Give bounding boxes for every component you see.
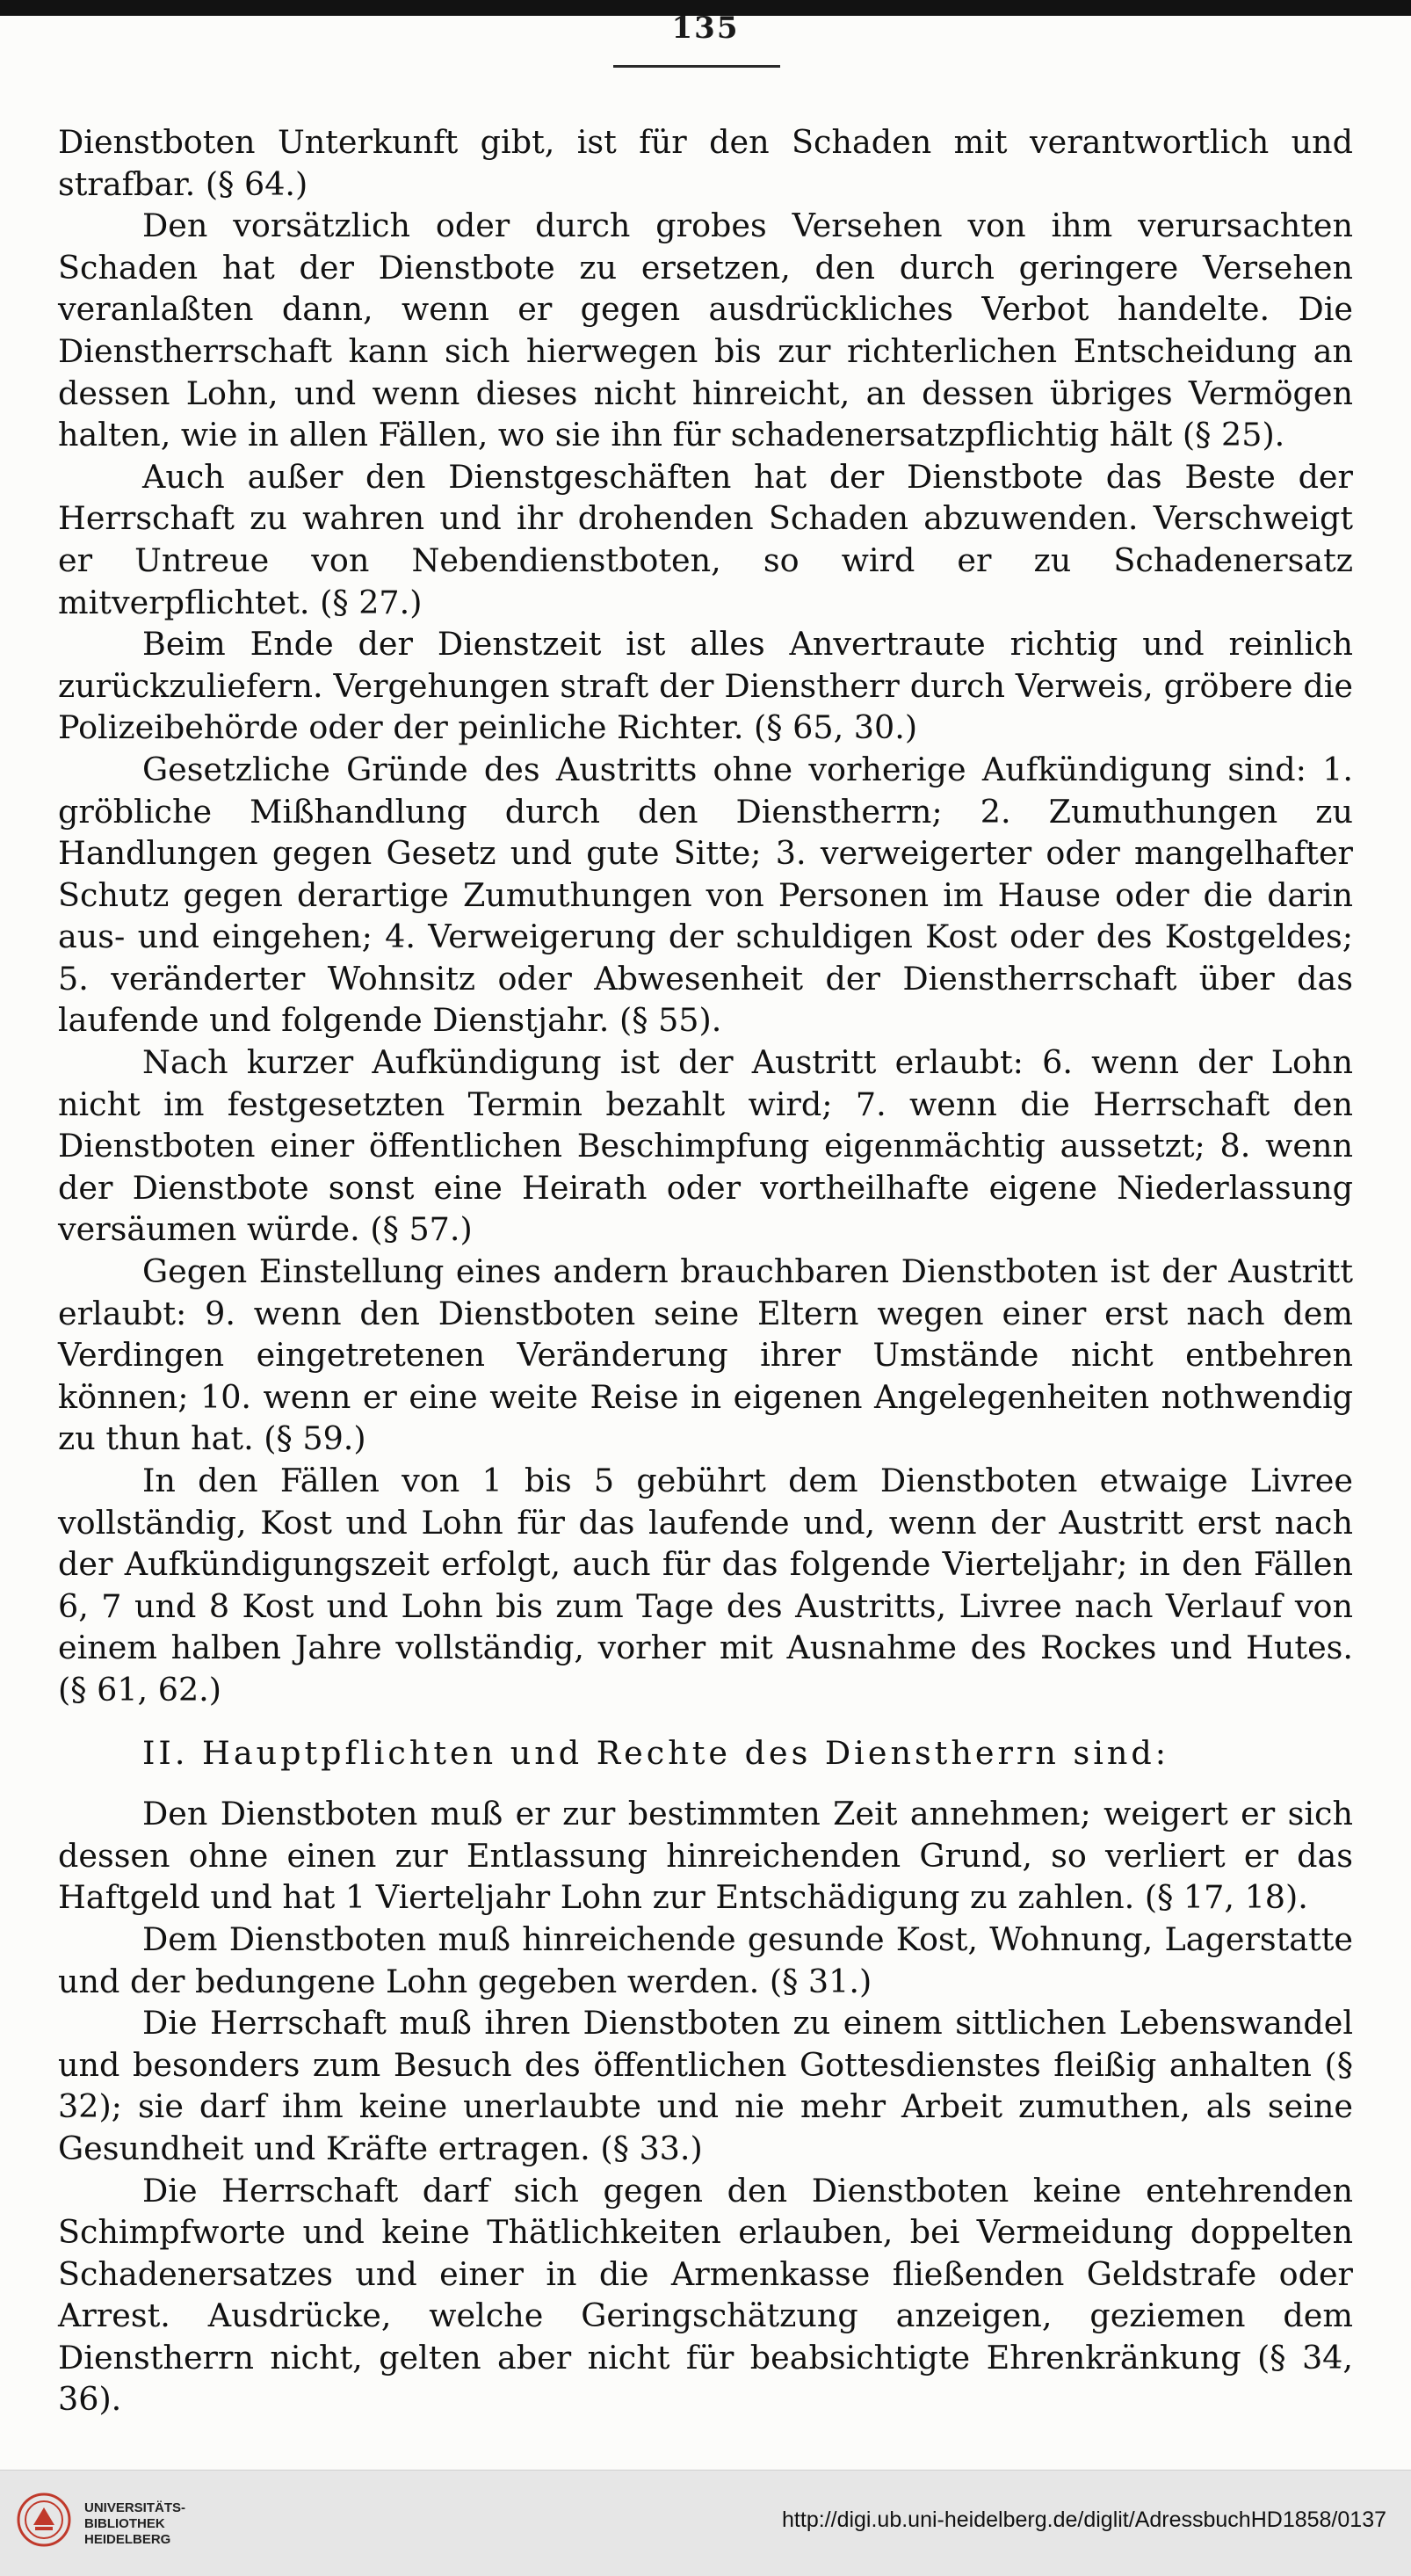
paragraph: Den vorsätzlich oder durch grobes Versehen von ihm verursachten Schaden hat der Dienstbote zu ersetzen, den durch geringere Versehen veranlaßten dann, wenn er gegen ausdrückliches Verbot handelte. Die Dienstherrschaft kann sich hierwegen bis zur richterlichen Entscheidung an dessen Lohn, und wenn dieses nicht hinreicht, an dessen übriges Vermögen halten, wie in allen Fällen, wo sie ihn für schadenersatzpflichtig hält (§ 25).: [58, 207, 1353, 454]
logo-line: HEIDELBERG: [84, 2532, 171, 2547]
paragraph: Nach kurzer Aufkündigung ist der Austritt erlaubt: 6. wenn der Lohn nicht im festgesetzten Termin bezahlt wird; 7. wenn die Herrschaft den Dienstboten einer öffentlichen Beschimpfung eigenmächtig aussetzt; 8. wenn der Dienstbote sonst eine Heirath oder vortheilhafte eigene Niederlassung versäumen würde. (§ 57.): [58, 1043, 1353, 1249]
paragraph: Die Herrschaft muß ihren Dienstboten zu einem sittlichen Lebenswandel und besonders zum Besuch des öffentlichen Gottesdienstes fleißig anhalten (§ 32); sie darf ihm keine unerlaubte und nie mehr Arbeit zumuthen, als seine Gesundheit und Kräfte ertragen. (§ 33.): [58, 2004, 1353, 2167]
page-number: 135: [671, 11, 740, 46]
logo-line: BIBLIOTHEK: [84, 2516, 165, 2531]
paragraph: Dem Dienstboten muß hinreichende gesunde Kost, Wohnung, Lagerstatte und der bedungene Lohn gegeben werden. (§ 31.): [58, 1919, 1353, 2000]
paragraph: Auch außer den Dienstgeschäften hat der Dienstbote das Beste der Herrschaft zu wahren und ihr drohenden Schaden abzuwenden. Verschweigt er Untreue von Nebendienstboten, so wird er zu Schadenersatz mitverpflichtet. (§ 27.): [58, 457, 1353, 621]
paragraph: Die Herrschaft darf sich gegen den Dienstboten keine entehrenden Schimpfworte und keine Thätlichkeiten erlauben, bei Vermeidung doppelten Schadenersatzes und einer in die Armenkasse fließenden Geldstrafe oder Arrest. Ausdrücke, welche Geringschätzung anzeigen, geziemen dem Dienstherrn nicht, gelten aber nicht für beabsichtigte Ehrenkränkung (§ 34, 36).: [58, 2171, 1353, 2419]
logo-line: UNIVERSITÄTS-: [84, 2500, 186, 2515]
paragraph: Den Dienstboten muß er zur bestimmten Zeit annehmen; weigert er sich dessen ohne einen zur Entlassung hinreichenden Grund, so verliert er das Haftgeld und hat 1 Vierteljahr Lohn zur Entschädigung zu zahlen. (§ 17, 18).: [58, 1795, 1353, 1917]
paragraph: Dienstboten Unterkunft gibt, ist für den Schaden mit verantwortlich und strafbar. (§ 64.): [58, 123, 1353, 203]
page-number-rule: [613, 65, 780, 68]
body-text: [58, 121, 1353, 2420]
section-heading: II. Hauptpflichten und Rechte des Dienstherrn sind:: [142, 1733, 1170, 1772]
permalink-url[interactable]: http://digi.ub.uni-heidelberg.de/diglit/AdressbuchHD1858/0137: [782, 2507, 1386, 2532]
paragraph: Gegen Einstellung eines andern brauchbaren Dienstboten ist der Austritt erlaubt: 9. wenn den Dienstboten seine Eltern wegen einer erst nach dem Verdingen eingetretenen Veränderung ihrer Umstände nicht entbehren können; 10. wenn er eine weite Reise in eigenen Angelegenheiten nothwendig zu thun hat. (§ 59.): [58, 1252, 1353, 1458]
paragraph: In den Fällen von 1 bis 5 gebührt dem Dienstboten etwaige Livree vollständig, Kost und Lohn für das laufende und, wenn der Austritt erst nach der Aufkündigungszeit erfolgt, auch für das folgende Vierteljahr; in den Fällen 6, 7 und 8 Kost und Lohn bis zum Tage des Austritts, Livree nach Verlauf von einem halben Jahre vollständig, vorher mit Ausnahme des Rockes und Hutes. (§ 61, 62.): [58, 1462, 1353, 1709]
university-library-seal-icon: [16, 2492, 72, 2548]
logo-wordmark: [84, 2500, 185, 2548]
university-library-logo[interactable]: [16, 2486, 200, 2562]
paragraph: Beim Ende der Dienstzeit ist alles Anvertraute richtig und reinlich zurückzuliefern. Vergehungen straft der Dienstherr durch Verweis, gröbere die Polizeibehörde oder der peinliche Richter. (§ 65, 30.): [58, 625, 1353, 747]
paragraph: Gesetzliche Gründe des Austritts ohne vorherige Aufkündigung sind: 1. gröbliche Mißhandlung durch den Dienstherrn; 2. Zumuthungen zu Handlungen gegen Gesetz und gute Sitte; 3. verweigerter oder mangelhafter Schutz gegen derartige Zumuthungen von Personen im Hause oder die darin aus- und eingehen; 4. Verweigerung der schuldigen Kost oder des Kostgeldes; 5. veränderter Wohnsitz oder Abwesenheit der Dienstherrschaft über das laufende und folgende Dienstjahr. (§ 55).: [58, 750, 1353, 1040]
footer-bar: [0, 2470, 1411, 2576]
